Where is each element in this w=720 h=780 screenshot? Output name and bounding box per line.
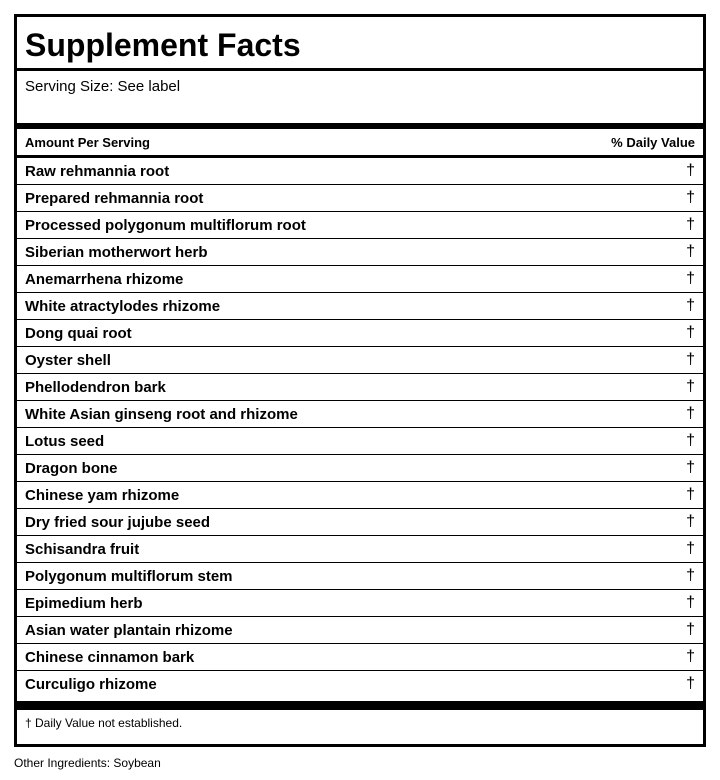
ingredient-row [17, 644, 703, 671]
ingredient-name: Raw rehmannia root [25, 162, 170, 180]
ingredient-daily-value: † [686, 216, 695, 233]
ingredient-name: Dry fried sour jujube seed [25, 513, 211, 531]
ingredient-row [17, 455, 703, 482]
ingredient-row [17, 671, 703, 697]
footnote: † Daily Value not established. [25, 716, 183, 730]
ingredient-daily-value: † [686, 567, 695, 584]
ingredient-daily-value: † [686, 594, 695, 611]
other-ingredients: Other Ingredients: Soybean [14, 756, 161, 770]
ingredient-row [17, 158, 703, 185]
ingredient-row [17, 401, 703, 428]
ingredient-row [17, 185, 703, 212]
ingredient-row [17, 212, 703, 239]
ingredient-name: Prepared rehmannia root [25, 189, 204, 207]
ingredient-daily-value: † [686, 648, 695, 665]
ingredient-daily-value: † [686, 297, 695, 314]
ingredient-name: Curculigo rhizome [25, 675, 157, 693]
footer-divider [17, 701, 703, 710]
ingredient-list [17, 158, 703, 697]
ingredient-name: Chinese yam rhizome [25, 486, 180, 504]
ingredient-name: Epimedium herb [25, 594, 143, 612]
ingredient-daily-value: † [686, 162, 695, 179]
ingredient-name: Asian water plantain rhizome [25, 621, 233, 639]
ingredient-row [17, 563, 703, 590]
ingredient-row [17, 320, 703, 347]
ingredient-row [17, 482, 703, 509]
header-amount-per-serving: Amount Per Serving [25, 134, 150, 150]
ingredient-name: Dong quai root [25, 324, 132, 342]
ingredient-name: Lotus seed [25, 432, 105, 450]
serving-size: Serving Size: See label [17, 71, 703, 129]
ingredient-daily-value: † [686, 378, 695, 395]
ingredient-name: Processed polygonum multiflorum root [25, 216, 306, 234]
ingredient-name: White Asian ginseng root and rhizome [25, 405, 298, 423]
ingredient-daily-value: † [686, 675, 695, 692]
header-daily-value: % Daily Value [611, 134, 695, 150]
ingredient-row [17, 239, 703, 266]
ingredient-name: Phellodendron bark [25, 378, 166, 396]
ingredient-name: Polygonum multiflorum stem [25, 567, 233, 585]
ingredient-daily-value: † [686, 270, 695, 287]
ingredient-daily-value: † [686, 540, 695, 557]
ingredient-daily-value: † [686, 324, 695, 341]
ingredient-row [17, 266, 703, 293]
ingredient-row [17, 617, 703, 644]
ingredient-name: Siberian motherwort herb [25, 243, 208, 261]
ingredient-daily-value: † [686, 621, 695, 638]
ingredient-daily-value: † [686, 459, 695, 476]
ingredient-row [17, 509, 703, 536]
supplement-facts-panel [14, 14, 706, 747]
ingredient-name: Schisandra fruit [25, 540, 140, 558]
panel-title: Supplement Facts [17, 17, 703, 71]
ingredient-row [17, 428, 703, 455]
ingredient-row [17, 347, 703, 374]
ingredient-daily-value: † [686, 189, 695, 206]
ingredient-daily-value: † [686, 351, 695, 368]
ingredient-daily-value: † [686, 513, 695, 530]
ingredient-row [17, 293, 703, 320]
ingredient-row [17, 536, 703, 563]
ingredient-name: Oyster shell [25, 351, 111, 369]
ingredient-daily-value: † [686, 405, 695, 422]
ingredient-row [17, 590, 703, 617]
ingredient-daily-value: † [686, 243, 695, 260]
ingredient-name: Dragon bone [25, 459, 118, 477]
ingredient-daily-value: † [686, 486, 695, 503]
ingredient-daily-value: † [686, 432, 695, 449]
ingredient-name: Chinese cinnamon bark [25, 648, 195, 666]
ingredient-name: White atractylodes rhizome [25, 297, 221, 315]
table-header [17, 129, 703, 158]
ingredient-row [17, 374, 703, 401]
ingredient-name: Anemarrhena rhizome [25, 270, 184, 288]
